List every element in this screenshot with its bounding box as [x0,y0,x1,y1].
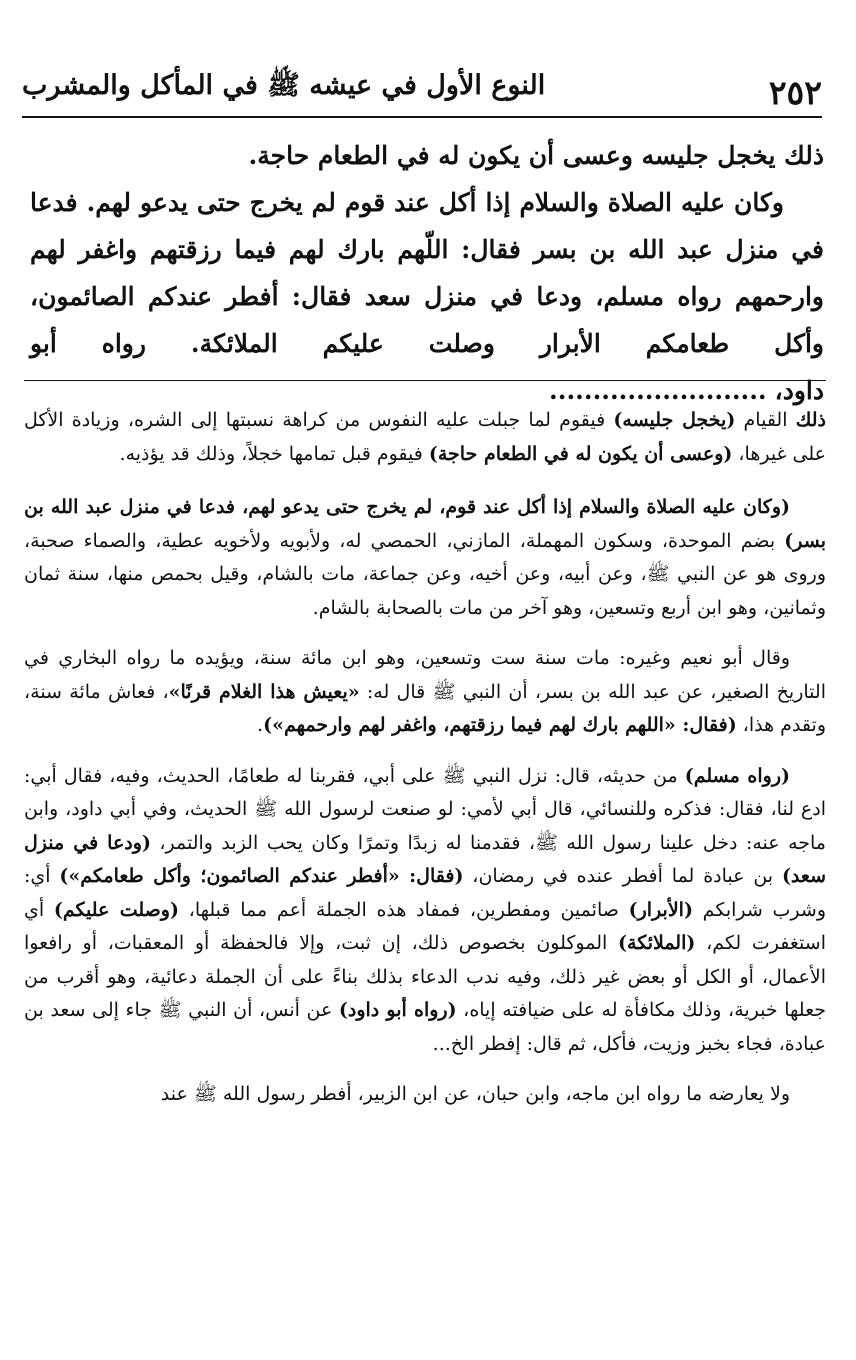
bold-quote: (رواه مسلم) [684,764,790,787]
ellipsis-dots: ......................... [549,376,767,405]
main-text-line: ذلك يخجل جليسه وعسى أن يكون له في الطعام حاجة. [248,141,824,170]
commentary-text-run: صائمين ومفطرين، فمفاد هذه الجملة أعم مما قبلها، [178,898,629,921]
main-text-line: وكان عليه الصلاة والسلام إذا أكل عند قوم لم يخرج حتى يدعو لهم. فدعا في منزل عبد الله بن بسر فقال: اللّهم بارك لهم فيما رزقتهم واغفر لهم وارحمهم رواه مسلم، ودعا في منزل سعد فقال: أفطر عندكم الصائمون، وأكل طعامكم الأبرار وصلت عليكم الملائكة. رواه أبو داود، [30,188,824,405]
bold-quote: (الأبرار) [628,898,693,921]
commentary-text-run: بضم الموحدة، وسكون المهملة، المازني، الحمصي له، ولأبويه ولأخويه عطية، والصماء صحبة، وروى هو عن النبي ﷺ، وعن أبيه، وعن أخيه، وعن جماعة، مات بالشام، وقيل بحمص منها، سنة ثمان وثمانين، وهو ابن أربع وتسعين، وهو آخر من مات بالصحابة بالشام. [24,529,826,619]
commentary-text-run: . [257,714,264,736]
commentary-text-run: وقال أبو نعيم وغيره: مات سنة ست وتسعين، وهو ابن مائة سنة، ويؤيده ما رواه البخاري في التاريخ الصغير، عن عبد الله بن بسر، أن النبي ﷺ قال له: [24,647,826,703]
commentary-text [24,404,826,1129]
bold-quote: (وعسى أن يكون له في الطعام حاجة) [428,442,733,465]
main-text-paragraph-1 [30,132,824,179]
page-header [22,62,822,118]
commentary-text-run: عن أنس، أن النبي ﷺ جاء إلى سعد بن عبادة، فجاء بخبز وزيت، فأكل، ثم قال: إفطر الخ... [24,999,826,1055]
commentary-text-run: ولا يعارضه ما رواه ابن ماجه، وابن حبان، عن ابن الزبير، أفطر رسول الله ﷺ عند [160,1083,790,1105]
main-text [30,132,824,414]
commentary-paragraph-3 [24,642,826,743]
commentary-paragraph-1 [24,404,826,471]
commentary-paragraph-5 [24,1078,826,1112]
bold-quote: (رواه أبو داود) [338,999,457,1021]
running-title: النوع الأول في عيشه ﷺ في المأكل والمشرب [22,70,546,101]
commentary-paragraph-4 [24,760,826,1062]
main-text-paragraph-2 [30,179,824,414]
commentary-text-run: القيام [735,409,796,431]
bold-quote: (ودعا في منزل سعد) [24,831,826,887]
bold-quote: (وكان عليه الصلاة والسلام إذا أكل عند قوم، لم يخرج حتى يدعو لهم، فدعا في منزل عبد الله بن بسر) [24,496,826,552]
bold-quote: ذلك [795,409,826,431]
bold-quote: (فقال: «اللهم بارك لهم فيما رزقتهم، واغفر لهم وارحمهم») [263,714,737,736]
commentary-text-run: فيقوم قبل تمامها خجلاً، وذلك قد يؤذيه. [119,442,429,465]
footnote-divider [24,380,826,381]
page-number: ٢٥٢ [768,73,822,112]
commentary-paragraph-2 [24,491,826,625]
bold-quote: (فقال: «أفطر عندكم الصائمون؛ وأكل طعامكم») [59,865,464,887]
commentary-text-run: أي: وشرب شرابكم [24,865,826,921]
bold-quote: (يخجل جليسه) [613,409,736,431]
bold-quote: (الملائكة) [618,932,696,954]
bold-quote: «يعيش هذا الغلام قرنًا» [168,680,360,703]
commentary-text-run: أي استغفرت لكم، [24,898,826,954]
commentary-text-run: الموكلون بخصوص ذلك، إن ثبت، وإلا فالحفظة أو المعقبات، أو رافعوا الأعمال، أو الكل أو بعض غير ذلك، وفيه ندب الدعاء بذلك بناءً على أن الجملة دعائية، وهو أقرب من جعلها خبرية، وذلك مكافأة له على ضيافته إياه، [24,932,826,1021]
commentary-text-run: بن عبادة لما أفطر عنده في رمضان، [463,865,782,887]
bold-quote: (وصلت عليكم) [53,898,179,921]
commentary-text-run: من حديثه، قال: نزل النبي ﷺ على أبي، فقربنا له طعامًا، الحديث، وفيه، فقال أبي: ادع لنا، فقال: فذكره وللنسائي، قال أبي لأمي: لو صنعت لرسول الله ﷺ الحديث، وفي أبي داود، وابن ماجه عنه: دخل علينا رسول الله ﷺ، فقدمنا له زبدًا وتمرًا وكان يحب الزبد والتمر، [24,764,826,854]
commentary-text-run: فيقوم لما جبلت عليه النفوس من كراهة نسبتها إلى الشره، وزيادة الأكل على غيرها، [24,409,826,465]
commentary-text-run: ، فعاش مائة سنة، وتقدم هذا، [24,680,826,736]
